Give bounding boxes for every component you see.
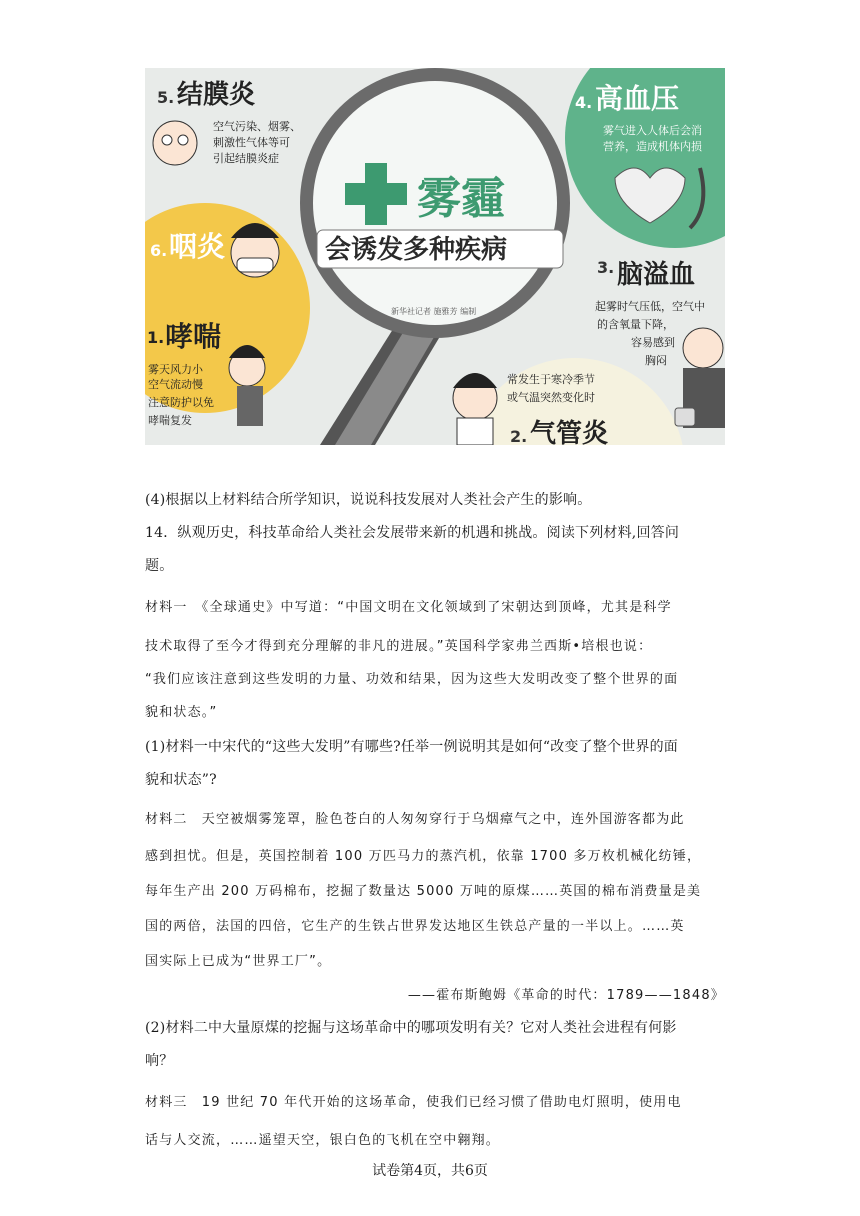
svg-text:注意防护以免: 注意防护以免: [148, 396, 214, 409]
svg-text:容易感到: 容易感到: [631, 336, 675, 349]
svg-text:胸闷: 胸闷: [645, 354, 667, 367]
material-1-line-1: 材料一 《全球通史》中写道：“中国文明在文化领域到了宋朝达到顶峰，尤其是科学: [145, 600, 672, 615]
disease-3-name: 脑溢血: [617, 260, 696, 290]
material-2-line-5: 国实际上已成为“世界工厂”。: [145, 954, 332, 969]
material-3-line-1: 材料三 19 世纪 70 年代开始的这场革命，使我们已经习惯了借助电灯照明，使用电: [145, 1095, 682, 1110]
svg-text:的含氧量下降，: 的含氧量下降，: [597, 318, 674, 331]
svg-text:2.: 2.: [510, 427, 528, 445]
question-14-line-2: 题。: [145, 558, 174, 574]
cup-icon: [675, 408, 695, 426]
svg-text:4.: 4.: [575, 93, 593, 112]
svg-text:哮喘复发: 哮喘复发: [148, 414, 192, 427]
svg-text:营养，造成机体内损: 营养，造成机体内损: [603, 140, 702, 153]
svg-text:空气污染、烟雾、: 空气污染、烟雾、: [213, 120, 301, 133]
disease-6-name: 咽炎: [169, 230, 226, 263]
material-1-line-2: 技术取得了至今才得到充分理解的非凡的进展。”英国科学家弗兰西斯•培根也说：: [145, 639, 653, 654]
disease-5-name: 结膜炎: [177, 80, 256, 110]
svg-text:引起结膜炎症: 引起结膜炎症: [213, 152, 279, 165]
svg-text:常发生于寒冷季节: 常发生于寒冷季节: [507, 373, 595, 386]
svg-text:雾气进入人体后会消: 雾气进入人体后会消: [603, 124, 702, 137]
sub-question-1-line-2: 貌和状态”?: [145, 772, 217, 788]
sub-question-2-line-2: 响？: [145, 1053, 174, 1069]
svg-text:3.: 3.: [597, 258, 615, 277]
material-1-line-3: “我们应该注意到这些发明的力量、功效和结果，因为这些大发明改变了整个世界的面: [145, 672, 679, 687]
svg-text:1.: 1.: [147, 328, 165, 347]
question-14-line-1: 14．纵观历史，科技革命给人类社会发展带来新的机遇和挑战。阅读下列材料,回答问: [145, 525, 680, 541]
question-4: (4)根据以上材料结合所学知识，说说科技发展对人类社会产生的影响。: [145, 492, 592, 508]
sub-question-1-line-1: (1)材料一中宋代的“这些大发明”有哪些?任举一例说明其是如何“改变了整个世界的面: [145, 739, 679, 755]
material-1-line-4: 貌和状态。”: [145, 705, 218, 720]
svg-text:6.: 6.: [150, 241, 168, 260]
material-2-line-3: 每年生产出 200 万码棉布，挖掘了数量达 5000 万吨的原煤……英国的棉布消费量是美: [145, 884, 702, 899]
man-face-icon: [683, 328, 723, 368]
svg-text:或气温突然变化时: 或气温突然变化时: [507, 391, 595, 404]
svg-text:刺激性气体等可: 刺激性气体等可: [213, 136, 290, 149]
svg-text:5.: 5.: [157, 88, 175, 107]
material-2-line-1: 材料二 天空被烟雾笼罩，脸色苍白的人匆匆穿行于乌烟瘴气之中，连外国游客都为此: [145, 812, 685, 827]
svg-text:空气流动慢: 空气流动慢: [148, 378, 203, 391]
material-2-line-4: 国的两倍，法国的四倍，它生产的生铁占世界发达地区生铁总产量的一半以上。……英: [145, 919, 685, 934]
disease-2-name: 气管炎: [530, 419, 609, 445]
material-2-source: ——霍布斯鲍姆《革命的时代：1789——1848》: [407, 988, 725, 1003]
svg-text:起雾时气压低，空气中: 起雾时气压低，空气中: [595, 300, 705, 313]
material-2-line-2: 感到担忧。但是，英国控制着 100 万匹马力的蒸汽机，依靠 1700 多万枚机械化纺锤，: [145, 849, 702, 864]
sub-question-2-line-1: (2)材料二中大量原煤的挖掘与这场革命中的哪项发明有关？它对人类社会进程有何影: [145, 1020, 677, 1036]
boy-face-icon: [153, 121, 197, 165]
disease-4-name: 高血压: [595, 82, 680, 115]
infographic-credit: 新华社记者 施雅芳 编制: [391, 307, 477, 316]
svg-text:雾天风力小: 雾天风力小: [148, 363, 203, 376]
center-subtitle: 会诱发多种疾病: [325, 235, 508, 265]
smog-disease-infographic: [145, 68, 725, 445]
material-3-line-2: 话与人交流，……遥望天空，银白色的飞机在空中翱翔。: [145, 1133, 501, 1148]
center-title: 雾霾: [417, 173, 505, 224]
disease-1-name: 哮喘: [165, 320, 222, 353]
page-footer: 试卷第4页，共6页: [372, 1163, 488, 1179]
